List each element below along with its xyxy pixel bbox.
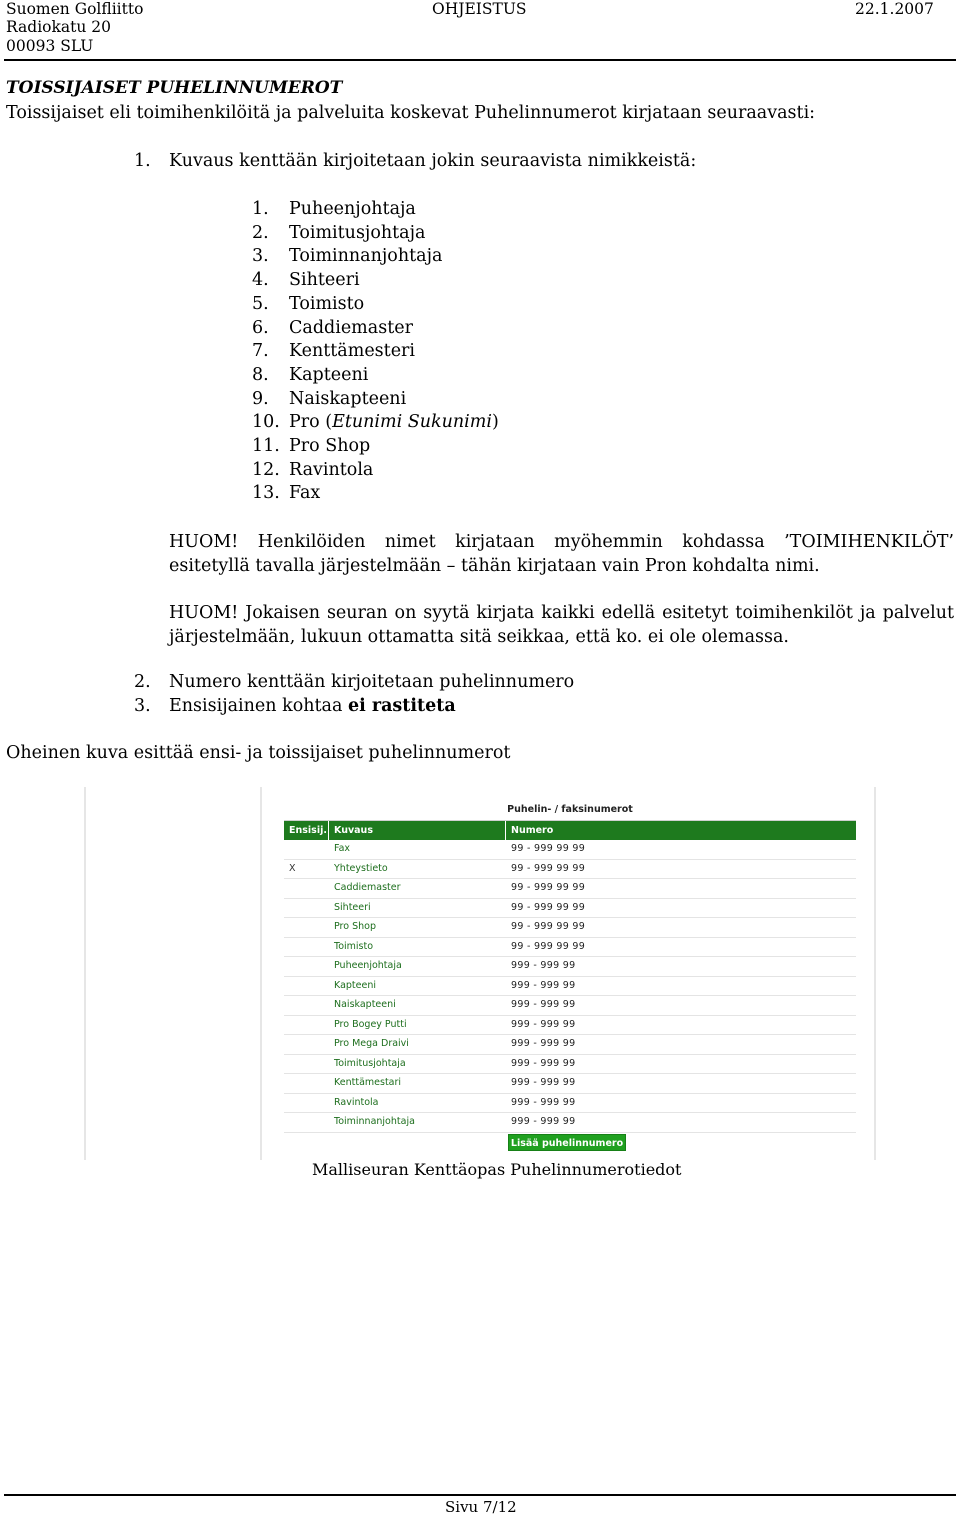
panel-title: Puhelin- / faksinumerot bbox=[284, 800, 856, 821]
title-number: 13. bbox=[252, 483, 280, 504]
table-row bbox=[284, 1055, 856, 1075]
step-bold-text: ei rastiteta bbox=[348, 696, 456, 716]
table-row bbox=[284, 996, 856, 1016]
title-list-item bbox=[252, 412, 499, 432]
table-row bbox=[284, 1035, 856, 1055]
title-list-item bbox=[252, 246, 442, 266]
step-number: 3. bbox=[134, 696, 151, 716]
number-cell: 999 - 999 99 bbox=[511, 1038, 576, 1049]
primary-cell bbox=[284, 899, 329, 918]
step-text: Ensisijainen kohtaa bbox=[169, 696, 348, 716]
description-link[interactable]: Toimisto bbox=[334, 940, 374, 952]
title-list-item bbox=[252, 365, 368, 385]
title-text: Pro ( bbox=[289, 412, 333, 433]
title-list-item bbox=[252, 270, 360, 290]
primary-cell bbox=[284, 1074, 329, 1093]
step-text: Kuvaus kenttään kirjoitetaan jokin seuraavista nimikkeistä: bbox=[169, 151, 697, 171]
title-text: Kapteeni bbox=[289, 364, 369, 385]
footer-divider bbox=[4, 1494, 956, 1496]
description-link[interactable]: Sihteeri bbox=[334, 901, 371, 913]
description-link[interactable]: Kenttämestari bbox=[334, 1077, 402, 1088]
header-divider bbox=[4, 59, 956, 61]
step-3 bbox=[134, 696, 456, 716]
title-list-item bbox=[252, 389, 406, 409]
number-cell: 99 - 999 99 99 bbox=[511, 882, 586, 893]
table-row bbox=[284, 1016, 856, 1036]
primary-cell bbox=[284, 977, 329, 996]
number-cell: 999 - 999 99 bbox=[511, 979, 576, 991]
number-cell: 999 - 999 99 bbox=[511, 1077, 576, 1088]
title-italic-text: Etunimi Sukunimi bbox=[332, 412, 492, 433]
table-row bbox=[284, 860, 856, 880]
title-list-item bbox=[252, 318, 413, 338]
section-title: TOISSIJAISET PUHELINNUMEROT bbox=[6, 78, 343, 98]
description-link[interactable]: Ravintola bbox=[334, 1096, 379, 1108]
title-text: Toimisto bbox=[289, 293, 365, 314]
description-link[interactable]: Pro Mega Draivi bbox=[334, 1038, 409, 1049]
number-cell: 99 - 999 99 99 bbox=[511, 921, 586, 932]
description-link[interactable]: Toiminnanjohtaja bbox=[334, 1116, 415, 1127]
title-list-item bbox=[252, 436, 370, 456]
step-number: 1. bbox=[134, 151, 151, 171]
title-number: 11. bbox=[252, 436, 280, 456]
org-postal: 00093 SLU bbox=[6, 37, 94, 55]
number-cell: 99 - 999 99 99 bbox=[511, 940, 586, 952]
title-number: 1. bbox=[252, 199, 269, 219]
note-1: HUOM! Henkilöiden nimet kirjataan myöhemmin kohdassa ’TOIMIHENKILÖT’ esitetyllä tavalla järjestelmään – tähän kirjataan vain Pron kohdalta nimi. bbox=[169, 532, 954, 576]
description-link[interactable]: Caddiemaster bbox=[334, 882, 401, 893]
title-list-item bbox=[252, 294, 364, 314]
title-list-item bbox=[252, 341, 415, 361]
title-text: Toiminnanjohtaja bbox=[289, 246, 443, 267]
step-2 bbox=[134, 672, 574, 692]
title-text: Sihteeri bbox=[289, 270, 360, 291]
title-list-item bbox=[252, 483, 320, 503]
table-row bbox=[284, 918, 856, 938]
title-number: 7. bbox=[252, 341, 269, 362]
column-header-description: Kuvaus bbox=[329, 821, 506, 840]
primary-cell: X bbox=[289, 862, 296, 874]
page-number: Sivu 7/12 bbox=[445, 1498, 517, 1516]
doc-type: OHJEISTUS bbox=[432, 0, 527, 18]
title-text: Pro Shop bbox=[289, 436, 371, 456]
phone-numbers-panel bbox=[284, 800, 856, 1133]
primary-cell bbox=[284, 1094, 329, 1113]
table-row bbox=[284, 938, 856, 958]
primary-cell bbox=[284, 918, 329, 937]
number-cell: 999 - 999 99 bbox=[511, 999, 576, 1010]
description-link[interactable]: Kapteeni bbox=[334, 979, 376, 991]
title-number: 6. bbox=[252, 317, 269, 338]
number-cell: 999 - 999 99 bbox=[511, 1116, 576, 1127]
note-2: HUOM! Jokaisen seuran on syytä kirjata kaikki edellä esitetyt toimihenkilöt ja palvelut järjestelmään, lukuun ottamatta sitä seikkaa, että ko. ei ole olemassa. bbox=[169, 603, 954, 647]
primary-cell bbox=[284, 879, 329, 898]
number-cell: 999 - 999 99 bbox=[511, 1057, 576, 1069]
primary-cell bbox=[284, 840, 329, 859]
title-number: 3. bbox=[252, 246, 269, 267]
description-link[interactable]: Toimitusjohtaja bbox=[334, 1057, 406, 1069]
title-number: 5. bbox=[252, 293, 269, 314]
description-link[interactable]: Pro Bogey Putti bbox=[334, 1018, 407, 1030]
title-number: 8. bbox=[252, 364, 269, 385]
primary-cell bbox=[284, 1035, 329, 1054]
primary-cell bbox=[284, 996, 329, 1015]
description-link[interactable]: Yhteystieto bbox=[334, 862, 388, 874]
primary-cell bbox=[284, 1113, 329, 1132]
description-link[interactable]: Fax bbox=[334, 843, 351, 854]
primary-cell bbox=[284, 938, 329, 957]
table-row bbox=[284, 879, 856, 899]
title-text: Caddiemaster bbox=[289, 317, 413, 338]
section-intro: Toissijaiset eli toimihenkilöitä ja palveluita koskevat Puhelinnumerot kirjataan seuraavasti: bbox=[6, 103, 816, 123]
step-text: Numero kenttään kirjoitetaan puhelinnumero bbox=[169, 672, 575, 692]
org-name: Suomen Golfliitto bbox=[6, 0, 144, 18]
table-body bbox=[284, 840, 856, 1133]
title-list-item bbox=[252, 199, 416, 219]
number-cell: 999 - 999 99 bbox=[511, 960, 576, 971]
table-row bbox=[284, 977, 856, 997]
title-text: Puheenjohtaja bbox=[289, 199, 416, 219]
title-number: 4. bbox=[252, 270, 269, 291]
title-text: Ravintola bbox=[289, 459, 374, 480]
description-link[interactable]: Naiskapteeni bbox=[334, 999, 396, 1010]
table-row bbox=[284, 1074, 856, 1094]
title-text: Naiskapteeni bbox=[289, 388, 407, 409]
table-row bbox=[284, 1113, 856, 1133]
title-number: 10. bbox=[252, 412, 280, 433]
title-number: 9. bbox=[252, 388, 269, 409]
primary-cell bbox=[284, 1016, 329, 1035]
title-text: Toimitusjohtaja bbox=[289, 222, 426, 243]
column-header-number: Numero bbox=[511, 825, 554, 836]
title-number: 2. bbox=[252, 222, 269, 243]
table-row bbox=[284, 1094, 856, 1114]
description-link[interactable]: Pro Shop bbox=[334, 921, 376, 932]
doc-date: 22.1.2007 bbox=[855, 0, 934, 18]
title-list-item bbox=[252, 223, 425, 243]
figure-intro: Oheinen kuva esittää ensi- ja toissijaiset puhelinnumerot bbox=[6, 743, 511, 763]
table-row bbox=[284, 899, 856, 919]
table-row bbox=[284, 957, 856, 977]
description-link[interactable]: Puheenjohtaja bbox=[334, 960, 402, 971]
org-street: Radiokatu 20 bbox=[6, 18, 111, 36]
table-row bbox=[284, 840, 856, 860]
title-number: 12. bbox=[252, 459, 280, 480]
title-suffix: ) bbox=[491, 412, 499, 433]
step-number: 2. bbox=[134, 672, 151, 692]
title-text: Kenttämesteri bbox=[289, 341, 416, 362]
add-phone-number-button[interactable]: Lisää puhelinnumero bbox=[508, 1134, 626, 1151]
primary-cell bbox=[284, 1055, 329, 1074]
step-1 bbox=[134, 151, 696, 171]
title-text: Fax bbox=[289, 483, 321, 504]
number-cell: 99 - 999 99 99 bbox=[511, 862, 586, 874]
column-header-primary: Ensisij. bbox=[284, 821, 329, 840]
number-cell: 999 - 999 99 bbox=[511, 1018, 576, 1030]
figure-caption: Malliseuran Kenttäopas Puhelinnumerotiedot bbox=[312, 1160, 682, 1179]
primary-cell bbox=[284, 957, 329, 976]
number-cell: 999 - 999 99 bbox=[511, 1096, 576, 1108]
number-cell: 99 - 999 99 99 bbox=[511, 843, 586, 854]
table-header bbox=[284, 821, 856, 840]
number-cell: 99 - 999 99 99 bbox=[511, 901, 586, 913]
title-list-item bbox=[252, 460, 373, 480]
